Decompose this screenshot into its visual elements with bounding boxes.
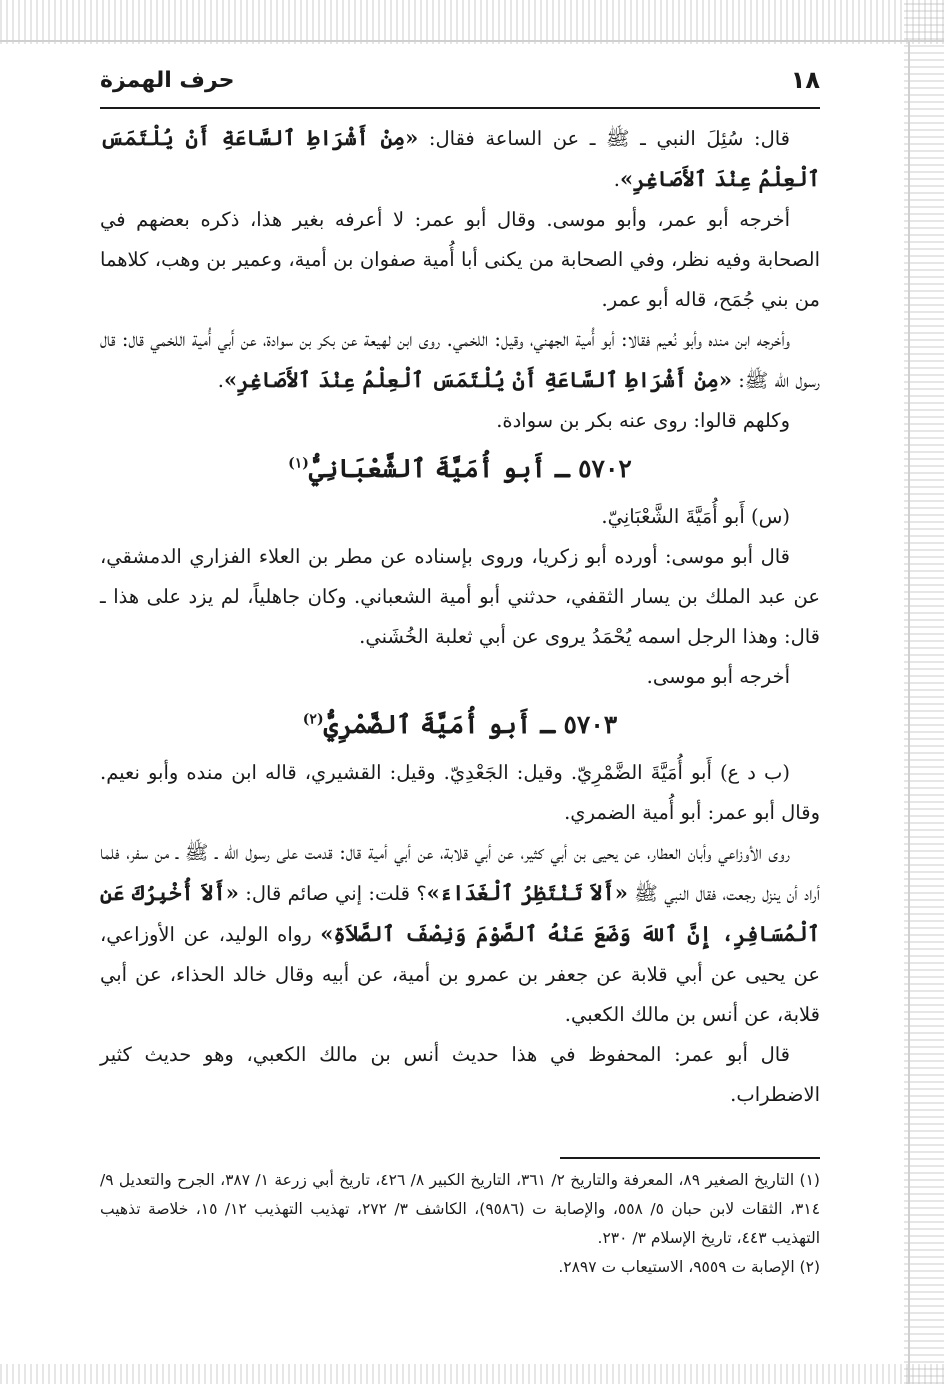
decorative-border-bottom <box>0 1364 944 1384</box>
footnote-marker: (١) <box>288 455 309 472</box>
decorative-border-top <box>0 0 944 44</box>
main-text <box>100 118 820 1115</box>
hadith-quote: «أَلاَ تَنْتَظِرُ ٱلْغَدَاءَ» <box>426 880 628 905</box>
paragraph: قال أبو عمر: المحفوظ في هذا حديث أنس بن مالك الكعبي، وهو حديث كثير الاضطراب. <box>100 1043 820 1106</box>
paragraph: أخرجه أبو موسى. <box>646 665 790 688</box>
header-rule <box>100 107 820 109</box>
text: قال: سُئِلَ النبي ـ ﷺ ـ عن الساعة فقال: <box>428 127 791 150</box>
footnote: (٢) الإصابة ت ٩٥٥٩، الاستيعاب ت ٢٨٩٧. <box>558 1258 820 1276</box>
footnotes <box>100 1166 820 1282</box>
page-number: ١٨ <box>790 66 820 94</box>
entry-title-5702 <box>100 441 820 497</box>
paragraph: (ب د ع) أَبو أُمَيَّةَ الضَّمْرِيّ. وقيل: الجَعْدِيّ. وقيل: القشيري، قاله ابن منده وأبو نعيم. وقال أبو عمر: أبو أُمية الضمري. <box>100 761 820 824</box>
hadith-quote: «مِنْ أَشْرَاطِ ٱلسَّاعَةِ أَنْ يُلْتَمَسَ ٱلْعِلْمُ عِنْدَ ٱلأَصَاغِرِ» <box>100 125 820 191</box>
paragraph <box>100 118 820 200</box>
text: وأخرجه ابن منده وأبو نُعيم فقالا: أبو أُمية الجهني، وقيل: اللخمي. روى ابن لهيعة عن بكر بن سوادة، عن أَبي أُمية اللخمي قال: قال رسول الله ﷺ: <box>100 328 820 392</box>
text: رواه الوليد، عن الأوزاعي، عن يحيى عن أبي قلابة عن جعفر بن عمرو بن أمية، عن أبيه وقال خالد الحذاء، عن أبي قلابة، عن أنس بن مالك الكعبي. <box>100 923 820 1026</box>
entry-title-5703 <box>100 697 820 753</box>
footnote: (١) التاريخ الصغير ٨٩، المعرفة والتاريخ ٢/ ٣٦١، التاريخ الكبير ٨/ ٤٢٦، تاريخ أبي زرعة ١/ ٣٨٧، الجرح والتعديل ٩/ ٣١٤، الثقات لابن حبان ٥/ ٥٥٨، والإصابة ت (٩٥٨٦)، الكاشف ٣/ ٢٧٢، تهذيب التهذيب ١٢/ ١٥، خلاصة تذهيب التهذيب ٤٤٣، تاريخ الإسلام ٣/ ٢٣٠. <box>100 1171 821 1247</box>
hadith-quote: «أَلاَ أُخْبِرُكَ عَنِ ٱلْمُسَافِرِ، إِنَّ ٱللهَ وَضَعَ عَنْهُ ٱلصَّوْمَ وَنِصْفَ ٱلصَّلاَةِ» <box>100 880 820 946</box>
hadith-quote: «مِنْ أَشْرَاطِ ٱلسَّاعَةِ أَنْ يُلْتَمَسَ ٱلْعِلْمُ عِنْدَ ٱلأَصَاغِرِ» <box>223 367 733 392</box>
footnote-marker: (٢) <box>302 711 324 728</box>
text: روى الأوزاعي وأبان العطار، عن يحيى بن أبي كثير، عن أبي قلابة، عن أبي أمية قال: قدمت على رسول الله ـ ﷺ ـ من سفر، فلما أراد أن ينزل رجعت، فقال النبي ﷺ <box>100 841 820 905</box>
text: . <box>217 369 224 392</box>
page-header <box>100 62 820 106</box>
paragraph: أخرجه أبو عمر، وأبو موسى. وقال أبو عمر: لا أعرفه بغير هذا، ذكره بعضهم في الصحابة وفيه نظر، وفي الصحابة من يكنى أبا أُمية صفوان بن أمية، وعمير بن وهب، كلاهما من بني جُمَح، قاله أبو عمر. <box>100 208 820 311</box>
entry-title-text: ٥٧٠٣ ـ أَبو أُمَيَّةَ ٱلضَّمْرِيُّ <box>323 710 618 739</box>
paragraph <box>100 833 820 1035</box>
border-line-right <box>908 40 910 1384</box>
decorative-border-right <box>904 0 944 1384</box>
paragraph: قال أبو موسى: أورده أبو زكريا، وروى بإسناده عن مطر بن العلاء الفزاري الدمشقي، عن عبد الملك بن يسار الثقفي، حدثني أبو أمية الشعباني. وكان جاهلياً، لم يزد على هذا ـ قال: وهذا الرجل اسمه يُحْمَدُ يروى عن أبي ثعلبة الخُشَني. <box>100 545 820 648</box>
paragraph: (س) أَبو أُمَيَّةَ الشَّعْبَانِيّ. <box>601 505 790 528</box>
text: ؟ قلت: إني صائم قال: <box>245 882 427 905</box>
entry-title-text: ٥٧٠٢ ـ أَبو أُمَيَّةَ ٱلشَّعْبَانِيُّ <box>308 454 632 483</box>
border-line-top <box>0 40 944 42</box>
paragraph <box>100 320 820 401</box>
paragraph: وكلهم قالوا: روى عنه بكر بن سوادة. <box>496 409 790 432</box>
text: . <box>613 168 620 191</box>
running-head: حرف الهمزة <box>100 68 235 93</box>
footnote-rule <box>560 1157 820 1159</box>
